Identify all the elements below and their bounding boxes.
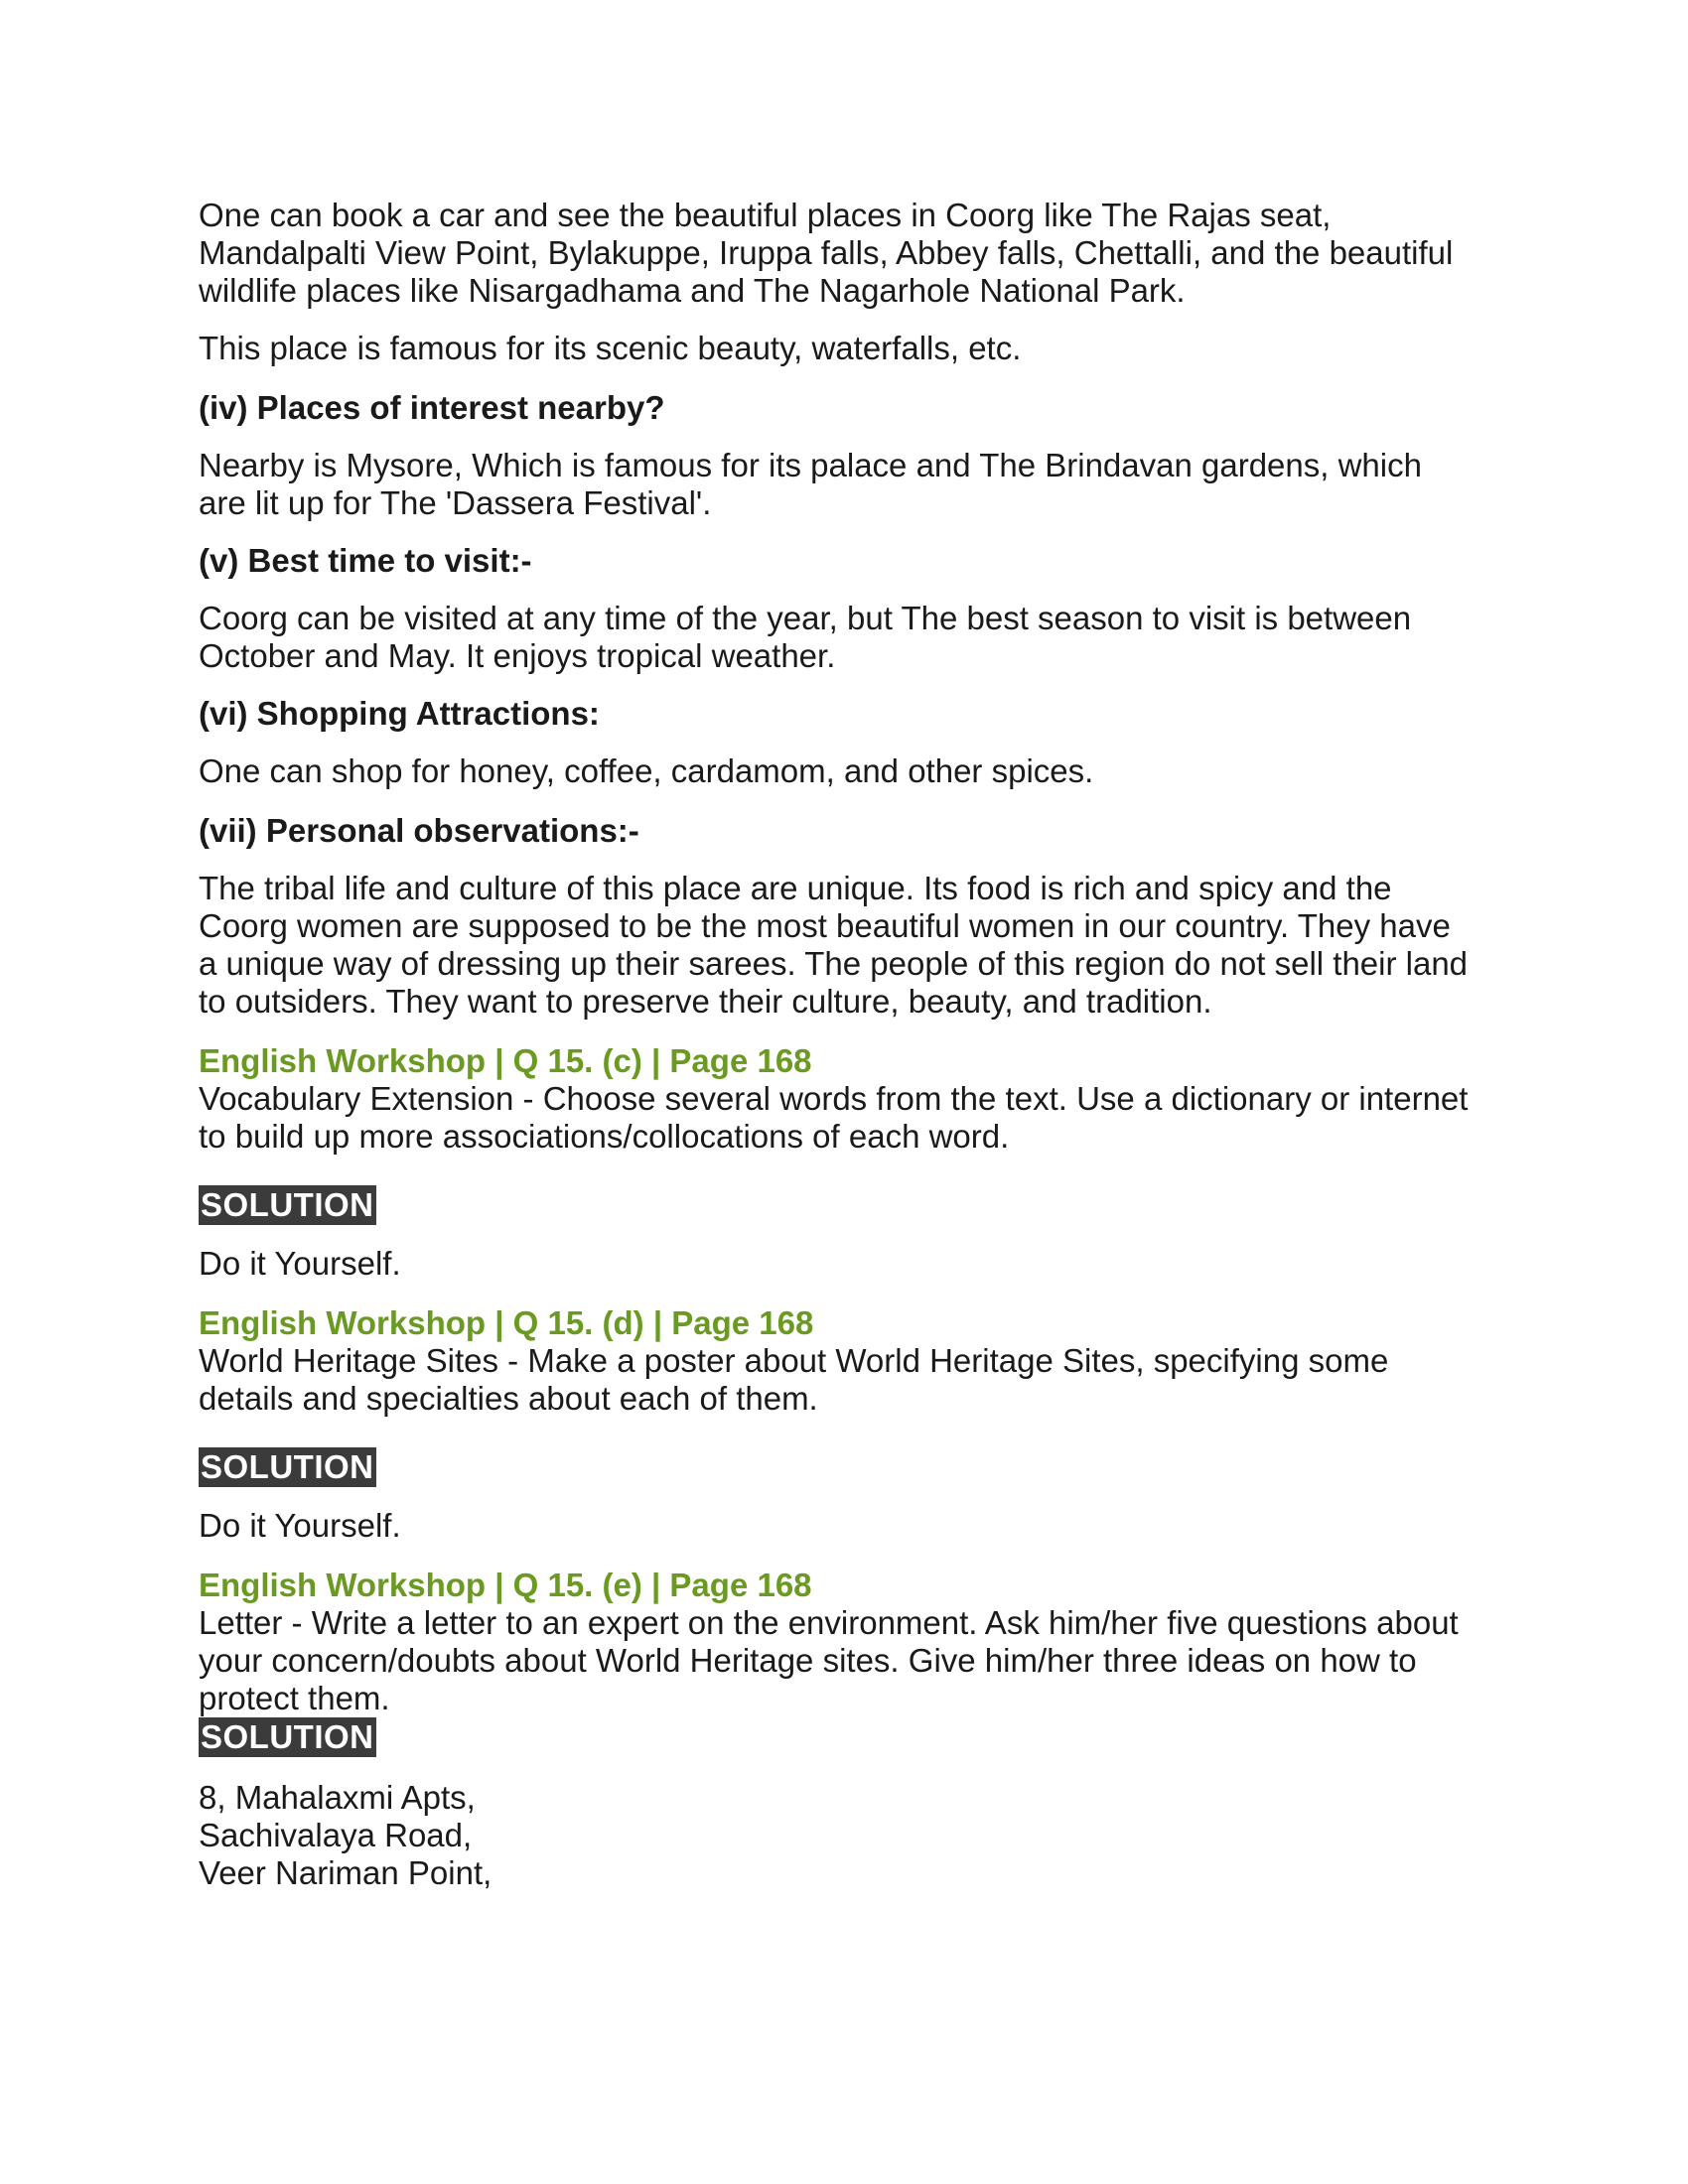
do-it-yourself-text: Do it Yourself.	[199, 1507, 401, 1544]
do-it-yourself-text: Do it Yourself.	[199, 1245, 401, 1282]
question-e-text: Letter - Write a letter to an expert on the environment. Ask him/her five questions about your concern/doubts about World Heritage sites. Give him/her three ideas on how to protect them.	[199, 1604, 1459, 1716]
address-line-1: 8, Mahalaxmi Apts,	[199, 1779, 476, 1816]
solution-badge: SOLUTION	[201, 1448, 374, 1485]
question-c-heading: English Workshop | Q 15. (c) | Page 168	[199, 1042, 812, 1079]
document-page	[199, 197, 1509, 1892]
personal-observations-heading: (vii) Personal observations:-	[199, 812, 639, 849]
tribal-life-paragraph: The tribal life and culture of this place are unique. Its food is rich and spicy and the Coorg women are supposed to be the most beautiful women in our country. They have a unique way of dressing up their sarees. The people of this region do not sell their land to outsiders. They want to preserve their culture, beauty, and tradition.	[199, 870, 1469, 1020]
best-season-paragraph: Coorg can be visited at any time of the year, but The best season to visit is between October and May. It enjoys tropical weather.	[199, 600, 1412, 674]
scenic-beauty-paragraph: This place is famous for its scenic beauty, waterfalls, etc.	[199, 330, 1022, 366]
address-line-2: Sachivalaya Road,	[199, 1817, 473, 1853]
solution-badge: SOLUTION	[201, 1186, 374, 1223]
question-e-heading: English Workshop | Q 15. (e) | Page 168	[199, 1567, 812, 1603]
coorg-places-paragraph: One can book a car and see the beautiful places in Coorg like The Rajas seat, Mandalpalti View Point, Bylakuppe, Iruppa falls, Abbey falls, Chettalli, and the beautiful wildlife places like Nisargadhama and The Nagarhole National Park.	[199, 197, 1454, 309]
shopping-paragraph: One can shop for honey, coffee, cardamom, and other spices.	[199, 752, 1094, 789]
question-c-text: Vocabulary Extension - Choose several words from the text. Use a dictionary or internet to build up more associations/collocations of each word.	[199, 1080, 1469, 1155]
mysore-paragraph: Nearby is Mysore, Which is famous for its palace and The Brindavan gardens, which are lit up for The 'Dassera Festival'.	[199, 447, 1422, 521]
solution-badge: SOLUTION	[201, 1718, 374, 1755]
question-d-heading: English Workshop | Q 15. (d) | Page 168	[199, 1304, 814, 1341]
question-d-text: World Heritage Sites - Make a poster about World Heritage Sites, specifying some details and specialties about each of them.	[199, 1342, 1389, 1417]
best-time-heading: (v) Best time to visit:-	[199, 542, 532, 579]
shopping-heading: (vi) Shopping Attractions:	[199, 695, 600, 732]
address-line-3: Veer Nariman Point,	[199, 1854, 492, 1891]
places-of-interest-heading: (iv) Places of interest nearby?	[199, 389, 665, 426]
